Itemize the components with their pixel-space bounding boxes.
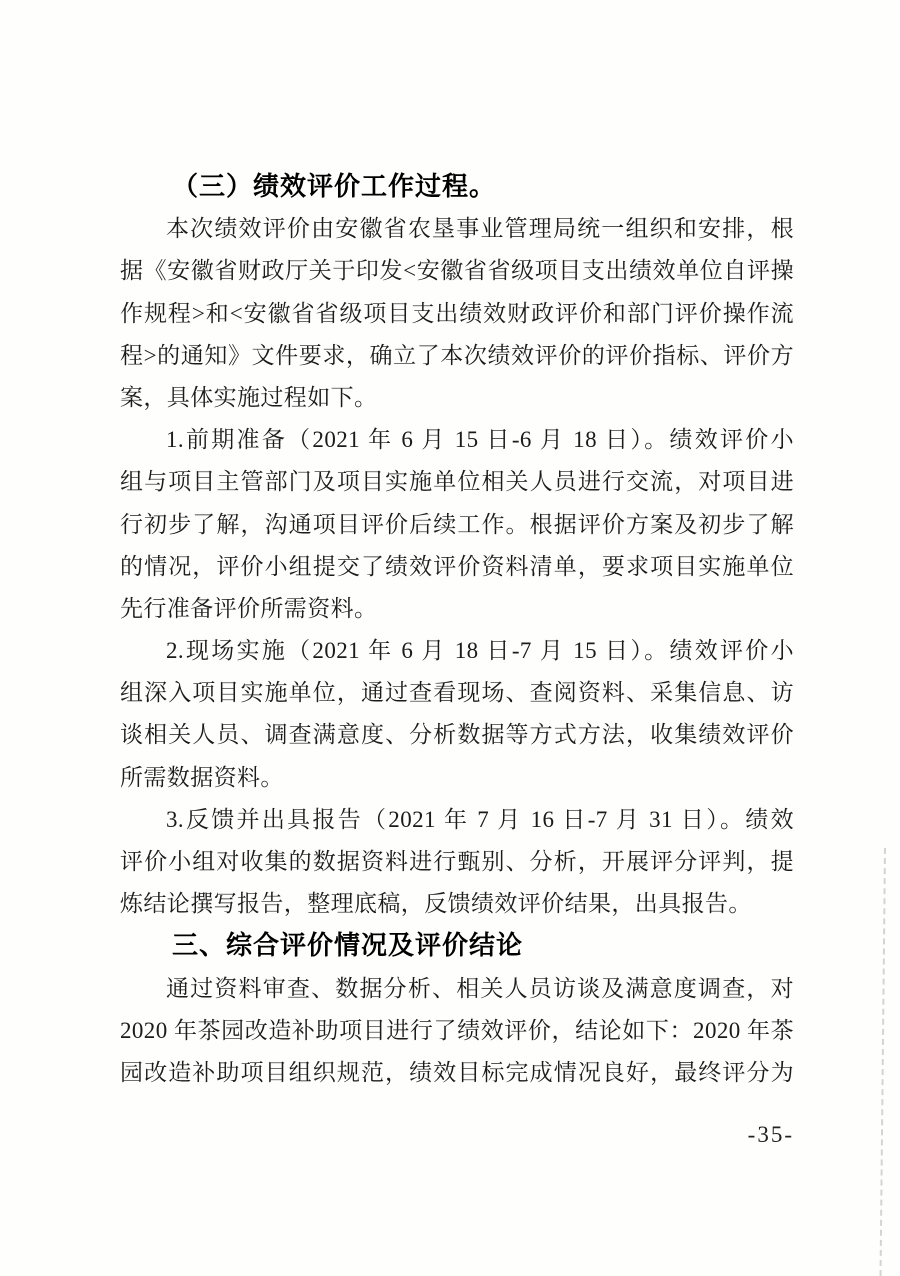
text-line: 案，具体实施过程如下。 — [120, 384, 378, 410]
text-line: 组与项目主管部门及项目实施单位相关人员进行交流，对项目进 — [120, 469, 794, 495]
text-line: 据《安徽省财政厅关于印发<安徽省省级项目支出绩效单位自评操 — [120, 258, 794, 284]
text-line: 园改造补助项目组织规范，绩效目标完成情况良好，最终评分为 — [120, 1059, 794, 1085]
text-line: 行初步了解，沟通项目评价后续工作。根据评价方案及初步了解 — [120, 511, 794, 537]
text-line: 作规程>和<安徽省省级项目支出绩效财政评价和部门评价操作流 — [120, 300, 794, 326]
text-line: 炼结论撰写报告，整理底稿，反馈绩效评价结果，出具报告。 — [120, 891, 752, 917]
text-line: 评价小组对收集的数据资料进行甄别、分析，开展评分评判，提 — [120, 849, 794, 874]
text-line: 3.反馈并出具报告（2021 年 7 月 16 日-7 月 31 日）。绩效 — [166, 806, 794, 832]
scan-artifact-line — [880, 848, 886, 1276]
page-number: -35- — [747, 1122, 794, 1147]
text-line: 2020 年茶园改造补助项目进行了绩效评价，结论如下：2020 年茶 — [120, 1017, 794, 1043]
text-line: 2.现场实施（2021 年 6 月 18 日-7 月 15 日）。绩效评价小 — [166, 638, 794, 664]
text-line: 的情况，评价小组提交了绩效评价资料清单，要求项目实施单位 — [120, 553, 794, 579]
text-line: 所需数据资料。 — [120, 764, 284, 790]
text-line: 先行准备评价所需资料。 — [120, 595, 378, 621]
text-line: 谈相关人员、调查满意度、分析数据等方式方法，收集绩效评价 — [120, 722, 794, 748]
section-heading: 三、综合评价情况及评价结论 — [172, 931, 524, 961]
text-line: 通过资料审查、数据分析、相关人员访谈及满意度调查，对 — [166, 975, 794, 1001]
text-line: 本次绩效评价由安徽省农垦事业管理局统一组织和安排，根 — [166, 216, 794, 242]
text-line: 程>的通知》文件要求，确立了本次绩效评价的评价指标、评价方 — [120, 342, 794, 368]
text-line: 1.前期准备（2021 年 6 月 15 日-6 月 18 日）。绩效评价小 — [166, 427, 794, 453]
document-text-block — [120, 166, 794, 1094]
text-line: 组深入项目实施单位，通过查看现场、查阅资料、采集信息、访 — [120, 680, 794, 706]
section-heading: （三）绩效评价工作过程。 — [172, 172, 497, 201]
